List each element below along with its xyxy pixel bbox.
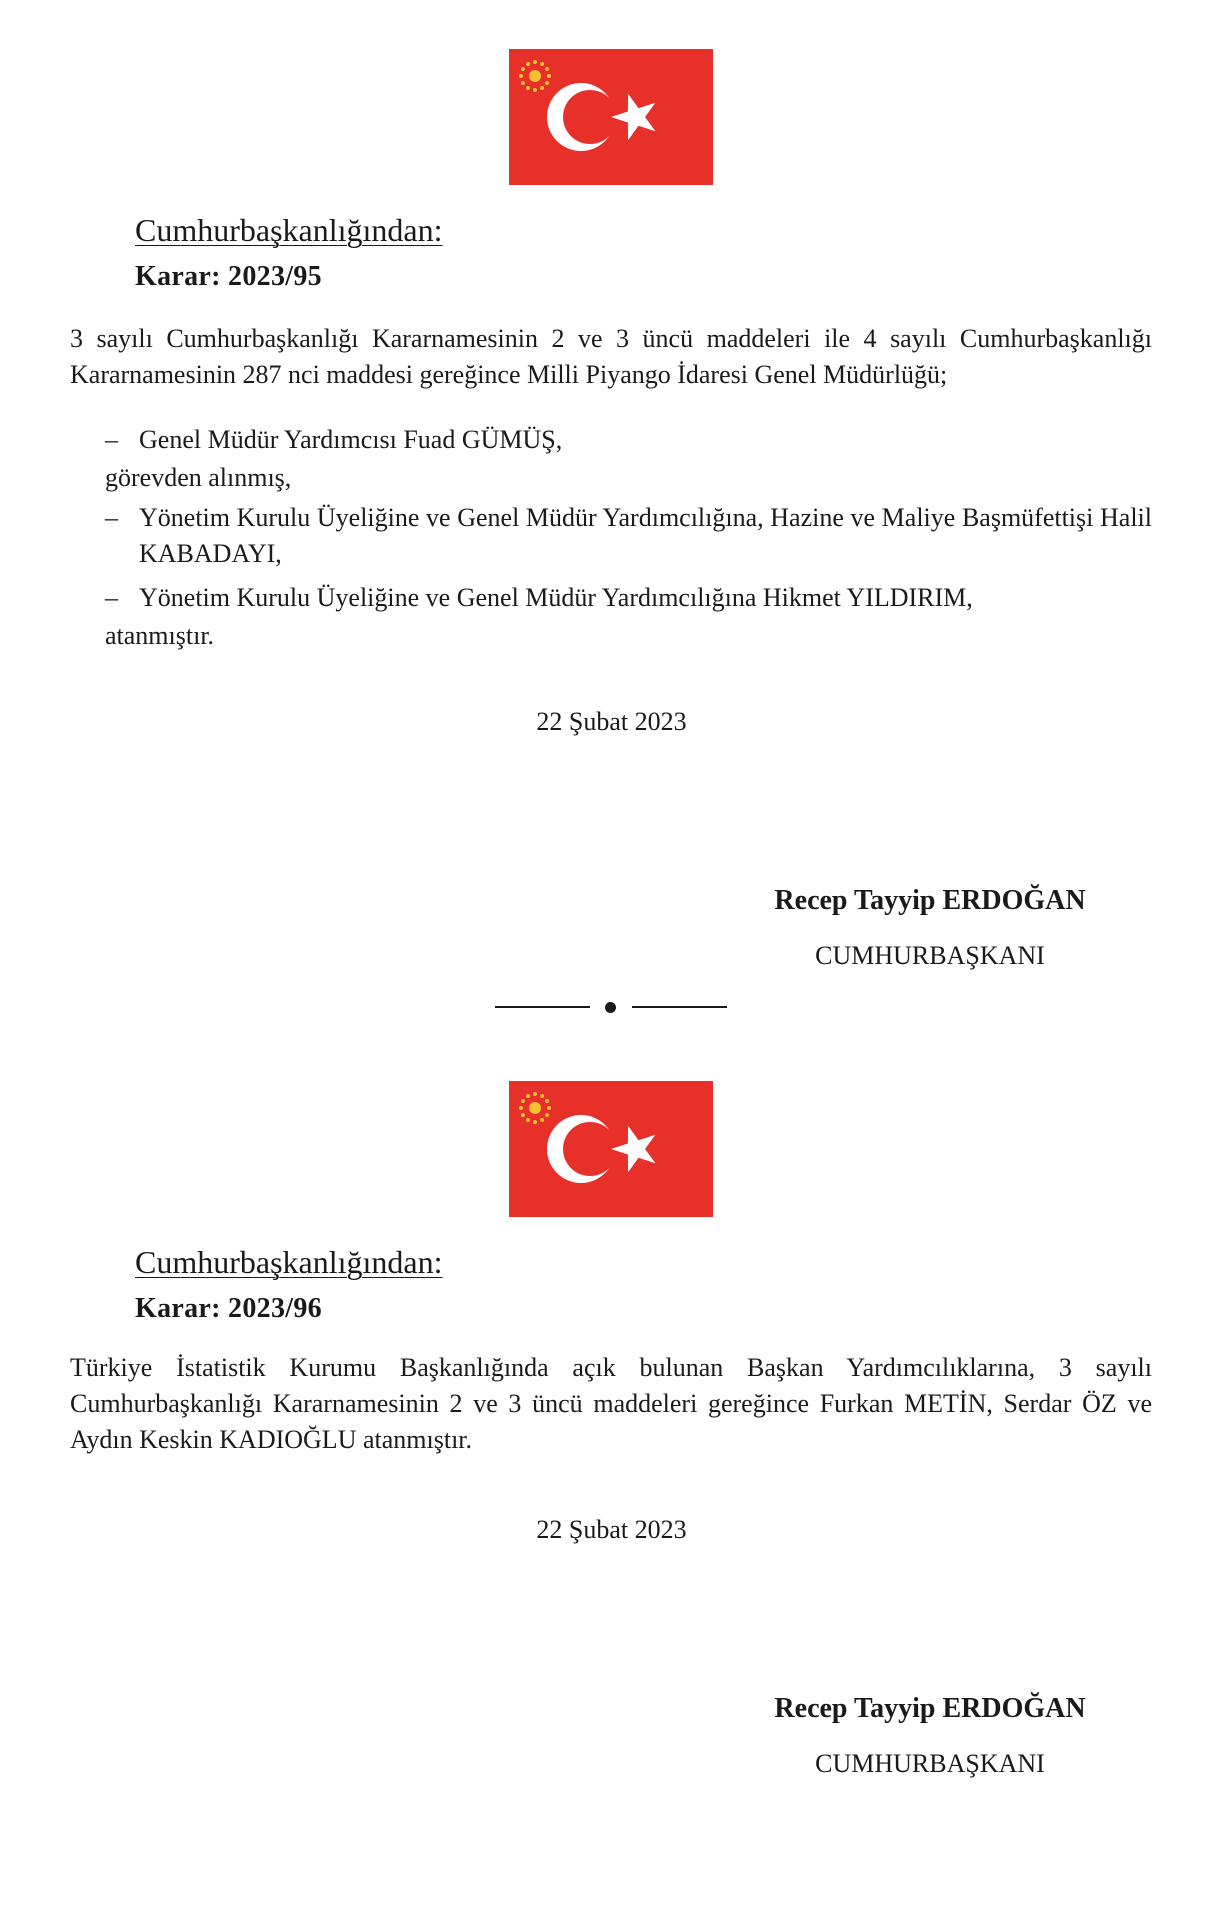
separator-dot [605,1002,616,1013]
decision-intro-paragraph: 3 sayılı Cumhurbaşkanlığı Kararnamesinin 2 ve 3 üncü maddeleri ile 4 sayılı Cumhurbaşkanlığı Kararnamesinin 287 nci maddesi gereğince Milli Piyango İdaresi Genel Müdürlüğü; [70,324,1152,389]
flag-icon [509,49,713,185]
list-dash: – [105,503,118,532]
decision-number: Karar: 2023/96 [135,1293,322,1324]
decision-number: Karar: 2023/95 [135,261,322,292]
signatory-title: CUMHURBAŞKANI [815,1749,1045,1778]
signatory-title: CUMHURBAŞKANI [815,941,1045,970]
decision-intro-paragraph: Türkiye İstatistik Kurumu Başkanlığında açık bulunan Başkan Yardımcılıklarına, 3 sayılı Cumhurbaşkanlığı Kararnamesinin 2 ve 3 üncü maddeleri gereğince Furkan METİN, Serdar ÖZ ve Aydın Keskin KADIOĞLU atanmıştır. [70,1353,1152,1454]
turkish-flag-emblem [509,49,713,185]
list-item-text: Yönetim Kurulu Üyeliğine ve Genel Müdür Yardımcılığına, Hazine ve Maliye Başmüfettişi Halil KABADAYI, [139,503,1152,568]
list-dash: – [105,583,118,612]
decision-date: 22 Şubat 2023 [536,1515,687,1544]
removal-statement: görevden alınmış, [105,463,292,492]
decision-heading: Cumhurbaşkanlığından: [135,1244,443,1280]
separator-line [495,1006,590,1008]
flag-icon [509,1081,713,1217]
appointment-statement: atanmıştır. [105,621,215,650]
decision-heading: Cumhurbaşkanlığından: [135,212,443,248]
signatory-name: Recep Tayyip ERDOĞAN [774,1693,1086,1724]
list-item-text: Yönetim Kurulu Üyeliğine ve Genel Müdür Yardımcılığına Hikmet YILDIRIM, [139,583,973,612]
list-dash: – [105,425,118,454]
section-separator [495,1000,727,1014]
separator-line [632,1006,727,1008]
signatory-name: Recep Tayyip ERDOĞAN [774,885,1086,916]
turkish-flag-emblem [509,1081,713,1217]
list-item-text: Genel Müdür Yardımcısı Fuad GÜMÜŞ, [139,425,563,454]
decision-date: 22 Şubat 2023 [536,707,687,736]
